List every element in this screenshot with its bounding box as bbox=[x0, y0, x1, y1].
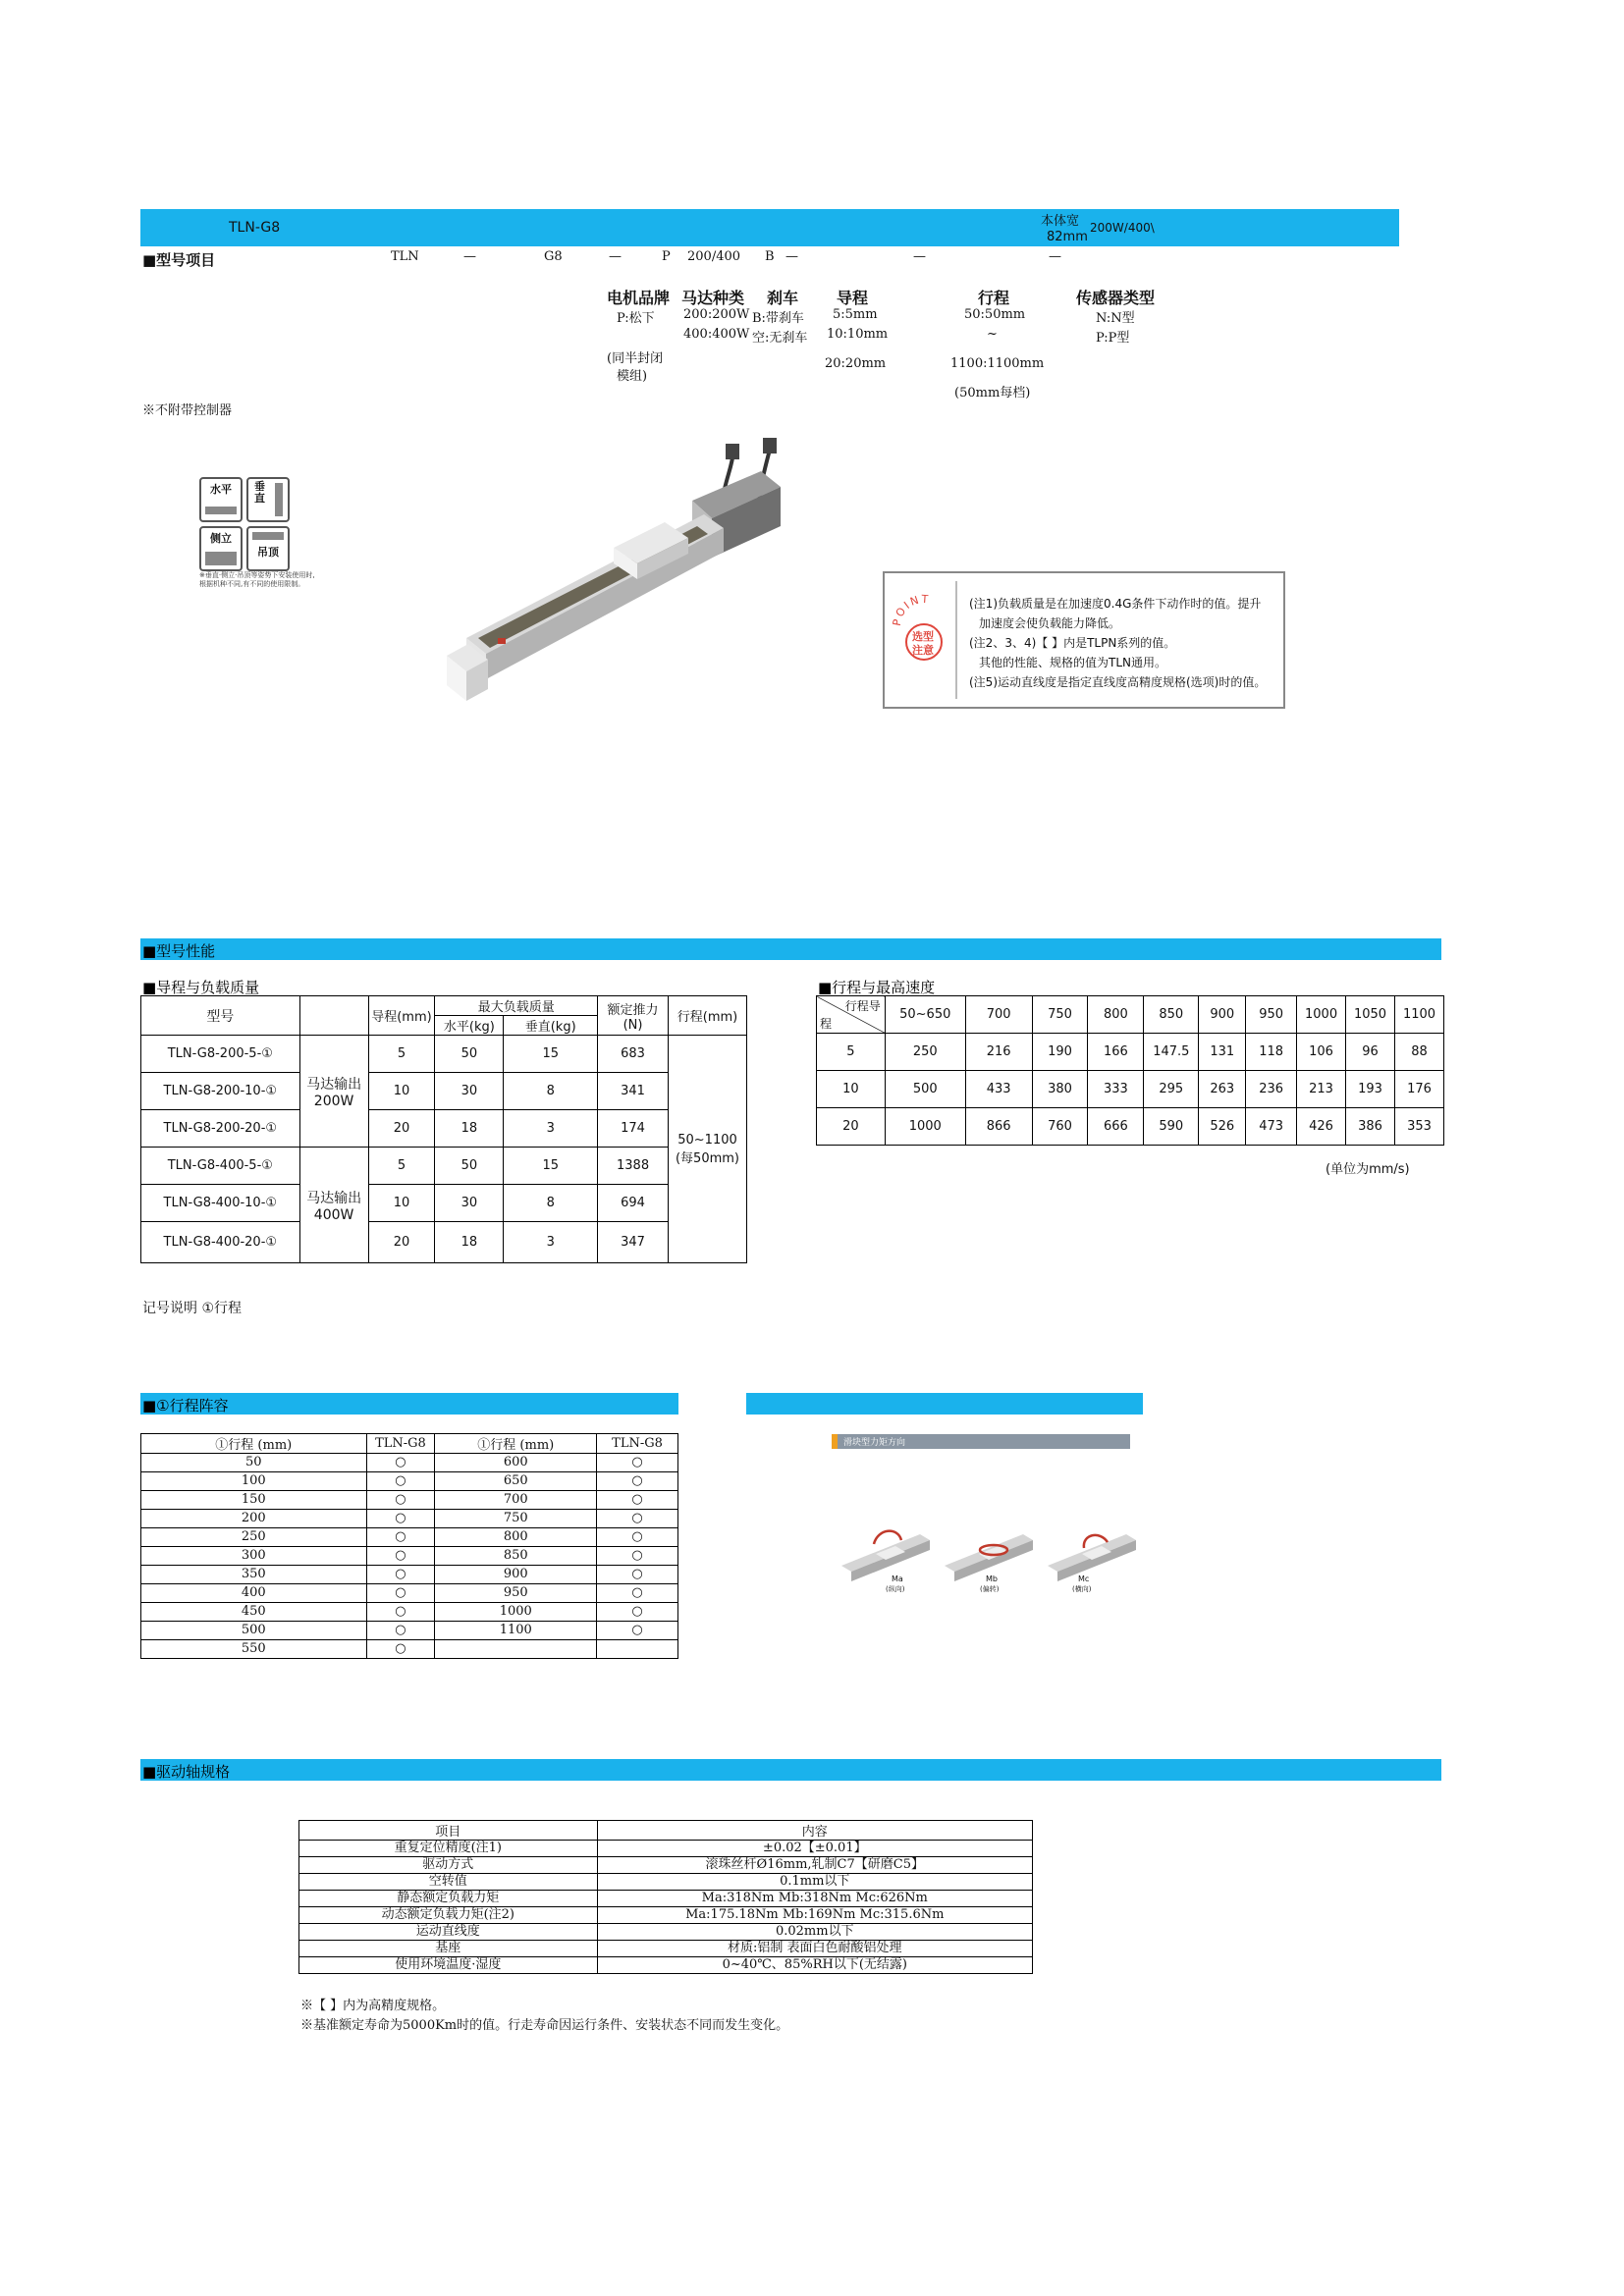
table-row: 100 ○ 650 ○ bbox=[141, 1472, 678, 1491]
header-stroke: 行程(mm) bbox=[669, 996, 747, 1036]
moment-section-bar bbox=[746, 1393, 1143, 1415]
option-brand-extra-1: (同半封闭 bbox=[607, 351, 664, 366]
code-part-dash: — bbox=[463, 249, 476, 264]
option-head-brand: 电机品牌 bbox=[607, 289, 671, 307]
mount-side-label: 侧立 bbox=[210, 532, 232, 545]
mounting-note: ※垂直·侧立·吊顶等姿势下安装使用时,根据机种不同,有不同的使用限制。 bbox=[199, 571, 315, 588]
option-head-sensor: 传感器类型 bbox=[1076, 289, 1156, 307]
code-part-brake: B bbox=[765, 249, 775, 264]
header-horizontal: 水平(kg) bbox=[435, 1016, 504, 1036]
code-part-brand: P bbox=[662, 249, 671, 264]
code-part-series: TLN bbox=[391, 249, 419, 264]
group-200w: 马达输出 200W bbox=[299, 1036, 368, 1148]
point-line-3: (注2、3、4)【 】内是TLPN系列的值。 bbox=[969, 636, 1176, 650]
mount-side-icon bbox=[199, 526, 243, 571]
table-row: 550 ○ bbox=[141, 1640, 678, 1659]
option-motor-1: 200:200W bbox=[683, 307, 750, 322]
mount-horizontal-icon bbox=[199, 477, 243, 522]
code-part-dash: — bbox=[1049, 249, 1061, 264]
spec-note-1: ※【 】内为高精度规格。 bbox=[300, 1999, 446, 2013]
table-row: TLN-G8-400-5-① 马达输出 400W 5 50 15 1388 bbox=[141, 1148, 747, 1185]
option-stroke-3: 1100:1100mm bbox=[950, 356, 1045, 371]
point-line-4: 其他的性能、规格的值为TLN通用。 bbox=[979, 656, 1166, 669]
mount-ceiling-label: 吊顶 bbox=[257, 546, 279, 559]
load-table bbox=[140, 995, 747, 1263]
option-brand-extra-2: 模组) bbox=[617, 369, 648, 384]
mount-ceiling-icon bbox=[246, 526, 290, 571]
option-sensor-2: P:P型 bbox=[1096, 331, 1130, 346]
option-head-stroke: 行程 bbox=[978, 289, 1010, 307]
stroke-lineup-table: ①行程 (mm) TLN-G8 ①行程 (mm) TLN-G8 50 ○ 600 ○ 100 ○ 650 ○ 150 ○ 700 ○ 200 ○ 750 ○ 250 ○ 800 ○ 300 ○ 850 ○ 350 ○ 900 ○ 400 ○ 950 ○ 450 ○ 1000 ○ 500 ○ 1100 ○ 550 ○ bbox=[140, 1433, 678, 1659]
svg-text:POINT: OINT bbox=[893, 592, 931, 619]
header-power: 200W/400\ bbox=[1090, 221, 1155, 235]
point-stamp bbox=[893, 581, 957, 699]
point-line-1: (注1)负载质量是在加速度0.4G条件下动作时的值。提升 bbox=[969, 597, 1262, 611]
code-part-dash: — bbox=[785, 249, 798, 264]
table-row: 运动直线度 0.02mm以下 bbox=[299, 1924, 1033, 1941]
moment-ma-dir: (纵向) bbox=[886, 1585, 905, 1593]
speed-corner: 行程导 程 bbox=[817, 996, 886, 1034]
symbol-note: 记号说明 ①行程 bbox=[142, 1301, 243, 1316]
code-part-motor: 200/400 bbox=[687, 249, 741, 264]
speed-table: 行程导 程 50~650 700 750 800 850 900 950 1000 1050 1100 5 250 216 190 166 147.5 131 118 106 96 88 10 500 433 380 333 295 263 236 213 193 176 20 1000 866 760 666 590 526 473 426 386 353 bbox=[816, 995, 1444, 1146]
product-illustration bbox=[447, 432, 800, 746]
table-row: TLN-G8-400-20-① 20 18 3 347 bbox=[141, 1222, 747, 1263]
table-row: 150 ○ 700 ○ bbox=[141, 1491, 678, 1510]
header-model: TLN-G8 bbox=[229, 220, 281, 236]
perf-section-bar bbox=[140, 938, 1441, 960]
table-row: 300 ○ 850 ○ bbox=[141, 1547, 678, 1566]
table-row: 5 250 216 190 166 147.5 131 118 106 96 88 bbox=[817, 1034, 1444, 1071]
table-row: TLN-G8-200-10-① 10 30 8 341 bbox=[141, 1073, 747, 1110]
mount-horizontal-label: 水平 bbox=[210, 483, 232, 496]
moment-label: 滑块型力矩方向 bbox=[843, 1438, 906, 1448]
table-row: TLN-G8-400-10-① 10 30 8 694 bbox=[141, 1185, 747, 1222]
table-row: 450 ○ 1000 ○ bbox=[141, 1603, 678, 1622]
speed-unit: (单位为mm/s) bbox=[1326, 1162, 1410, 1177]
option-lead-2: 10:10mm bbox=[827, 327, 889, 342]
model-code-label: ■型号项目 bbox=[142, 251, 216, 269]
point-line-5: (注5)运动直线度是指定直线度高精度规格(选项)时的值。 bbox=[969, 675, 1267, 689]
code-part-dash: — bbox=[609, 249, 622, 264]
moment-ma-icon bbox=[841, 1531, 930, 1581]
header-body-width-label: 本体宽 bbox=[1041, 214, 1080, 229]
table-row: TLN-G8-200-20-① 20 18 3 174 bbox=[141, 1110, 747, 1148]
option-stroke-2: ~ bbox=[987, 327, 998, 342]
moment-mb-dir: (偏转) bbox=[980, 1585, 1000, 1593]
load-table-title: ■导程与负载质量 bbox=[142, 979, 260, 996]
moment-mc-name: Mc bbox=[1078, 1575, 1090, 1583]
option-head-brake: 刹车 bbox=[767, 289, 799, 307]
table-row: 使用环境温度·湿度 0~40℃、85%RH以下(无结露) bbox=[299, 1957, 1033, 1974]
stroke-range: 50~1100 (每50mm) bbox=[669, 1036, 747, 1263]
table-row: TLN-G8-200-5-① 马达输出 200W 5 50 15 683 50~1100 (每50mm) bbox=[141, 1036, 747, 1073]
code-part-dash: — bbox=[913, 249, 926, 264]
option-stroke-4: (50mm每档) bbox=[954, 386, 1031, 400]
header-max-load: 最大负载质量 bbox=[435, 996, 598, 1016]
option-stroke-1: 50:50mm bbox=[964, 307, 1026, 322]
stroke-lineup-title: ■①行程阵容 bbox=[142, 1397, 229, 1415]
point-stamp-line-2: 注意 bbox=[912, 644, 934, 657]
group-400w: 马达输出 400W bbox=[299, 1148, 368, 1263]
mount-vertical-icon bbox=[246, 477, 290, 522]
header-lead: 导程(mm) bbox=[368, 996, 435, 1036]
option-lead-3: 20:20mm bbox=[825, 356, 887, 371]
option-motor-2: 400:400W bbox=[683, 327, 750, 342]
option-brake-1: B:带刹车 bbox=[752, 311, 804, 326]
point-line-2: 加速度会使负载能力降低。 bbox=[979, 616, 1121, 630]
header-body-width-value: 82mm bbox=[1047, 230, 1088, 244]
spec-note-2: ※基准额定寿命为5000Km时的值。行走寿命因运行条件、安装状态不同而发生变化。 bbox=[300, 2018, 789, 2033]
table-row: 重复定位精度(注1) ±0.02【±0.01】 bbox=[299, 1841, 1033, 1857]
moment-label-bar bbox=[832, 1434, 1130, 1449]
moment-mc-dir: (横向) bbox=[1072, 1585, 1092, 1593]
header-vertical: 垂直(kg) bbox=[504, 1016, 598, 1036]
option-lead-1: 5:5mm bbox=[833, 307, 878, 322]
no-controller-note: ※不附带控制器 bbox=[142, 403, 233, 418]
drive-spec-table: 项目 内容 重复定位精度(注1) ±0.02【±0.01】 驱动方式 滚珠丝杆Ø16mm,轧制C7【研磨C5】 空转值 0.1mm以下 静态额定负载力矩 Ma:318Nm Mb:318Nm Mc:626Nm 动态额定负载力矩(注2) Ma:175.18Nm Mb:169Nm Mc:315.6Nm 运动直线度 0.02mm以下 基座 材质:铝制 表面白色耐酸铝处理 使用环境温度·湿度 0~40℃、85%RH以下(无结露) bbox=[298, 1820, 1033, 1974]
option-brand-1: P:松下 bbox=[617, 311, 655, 326]
table-row: 基座 材质:铝制 表面白色耐酸铝处理 bbox=[299, 1941, 1033, 1957]
header-model: 型号 bbox=[141, 996, 300, 1036]
drive-spec-bar bbox=[140, 1759, 1441, 1781]
option-sensor-1: N:N型 bbox=[1096, 311, 1135, 326]
table-row: 200 ○ 750 ○ bbox=[141, 1510, 678, 1528]
table-row: 250 ○ 800 ○ bbox=[141, 1528, 678, 1547]
point-note-box bbox=[883, 571, 1285, 709]
mount-vertical-label: 垂直 bbox=[254, 480, 265, 505]
mounting-icons bbox=[199, 477, 317, 605]
table-row: 500 ○ 1100 ○ bbox=[141, 1622, 678, 1640]
speed-table-title: ■行程与最高速度 bbox=[818, 979, 936, 996]
table-row: 50 ○ 600 ○ bbox=[141, 1454, 678, 1472]
header-bar bbox=[140, 209, 1399, 246]
code-part-size: G8 bbox=[544, 249, 563, 264]
table-row: 10 500 433 380 333 295 263 236 213 193 176 bbox=[817, 1071, 1444, 1108]
table-row: 350 ○ 900 ○ bbox=[141, 1566, 678, 1584]
drive-spec-title: ■驱动轴规格 bbox=[142, 1763, 231, 1781]
moment-mc-icon bbox=[1048, 1534, 1136, 1581]
option-head-lead: 导程 bbox=[837, 289, 869, 307]
table-row: 驱动方式 滚珠丝杆Ø16mm,轧制C7【研磨C5】 bbox=[299, 1857, 1033, 1874]
point-stamp-line-1: 选型 bbox=[912, 630, 934, 643]
table-row: 空转值 0.1mm以下 bbox=[299, 1874, 1033, 1891]
option-brake-2: 空:无刹车 bbox=[752, 331, 808, 346]
perf-section-title: ■型号性能 bbox=[142, 942, 216, 960]
table-row: 动态额定负载力矩(注2) Ma:175.18Nm Mb:169Nm Mc:315.6Nm bbox=[299, 1907, 1033, 1924]
table-row: 静态额定负载力矩 Ma:318Nm Mb:318Nm Mc:626Nm bbox=[299, 1891, 1033, 1907]
table-row: 20 1000 866 760 666 590 526 473 426 386 353 bbox=[817, 1108, 1444, 1146]
header-thrust: 额定推力 (N) bbox=[598, 996, 669, 1036]
moment-mb-name: Mb bbox=[986, 1575, 998, 1583]
moment-ma-name: Ma bbox=[892, 1575, 903, 1583]
table-row: 400 ○ 950 ○ bbox=[141, 1584, 678, 1603]
option-head-motor: 马达种类 bbox=[681, 289, 745, 307]
